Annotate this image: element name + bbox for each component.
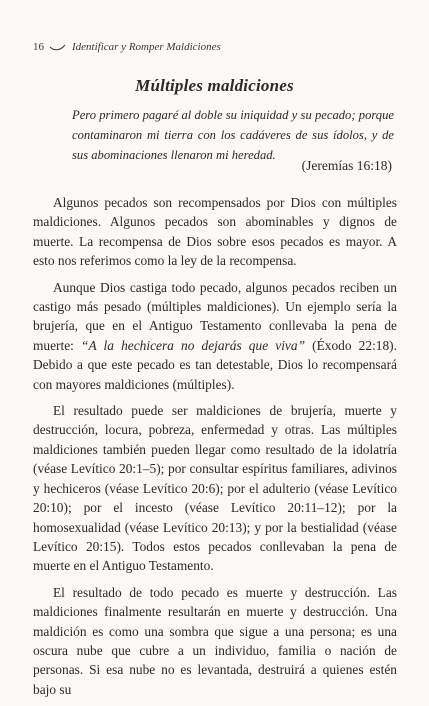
page-number: 16 [33, 41, 44, 53]
paragraph-2 [33, 278, 397, 394]
section-title: Múltiples maldiciones [135, 76, 294, 95]
paragraph-2-text-end: (Éxodo 22:18). Debido a que este pecado es tan detestable, Dios lo recompensará con mayores maldiciones (múltiples). [33, 337, 397, 392]
running-head-title: Identificar y Romper Maldiciones [72, 41, 221, 53]
epigraph-reference: (Jeremías 16:18) [301, 158, 392, 173]
paragraph-3: El resultado puede ser maldiciones de brujería, muerte y destrucción, locura, pobreza, enfermedad y otras. Las múltiples maldiciones también pueden llegar como resultado de la idolatría (véase Levítico 20:1–5); por consultar espíritus familiares, adivinos y hechiceros (véase Levítico 20:6); por el adulterio (véase Levítico 20:10); por el incesto (véase Levítico 20:11–12); por la homosexualidad (véase Levítico 20:13); y por la bestialidad (véase Levítico 20:15). Todos estos pecados conllevaban la pena de muerte en el Antiguo Testamento. [33, 403, 397, 574]
running-head [33, 41, 221, 53]
epigraph-quote: Pero primero pagaré al doble su iniquidad y su pecado; porque contaminaron mi tierra con los cadáveres de sus ídolos, y de sus abominaciones llenaron mi heredad. [72, 108, 394, 162]
paragraph-2-text-start: Aunque Dios castiga todo pecado, algunos pecados reciben un castigo más pesado (múltiples maldiciones). Un ejemplo sería la brujería, que en el Antiguo Testamento conllevaba la pena de muerte: [33, 279, 397, 353]
paragraph-2-scripture-quote: “A la hechicera no dejarás que viva” [81, 337, 306, 353]
body-text [33, 193, 397, 706]
paragraph-4: El resultado de todo pecado es muerte y destrucción. Las maldiciones finalmente resultarán en muerte y destrucción. Una maldición es como una sombra que sigue a una persona; es una oscura nube que cubre a un individuo, familia o nación de personas. Si esa nube no es levantada, destruirá a quienes estén bajo su [33, 584, 397, 697]
paragraph-1: Algunos pecados son recompensados por Dios con múltiples maldiciones. Algunos pecados son abominables y dignos de muerte. La recompensa de Dios sobre esos pecados es mayor. A esto nos referimos como la ley de la recompensa. [33, 195, 397, 269]
ornament-swash-icon [49, 43, 66, 51]
